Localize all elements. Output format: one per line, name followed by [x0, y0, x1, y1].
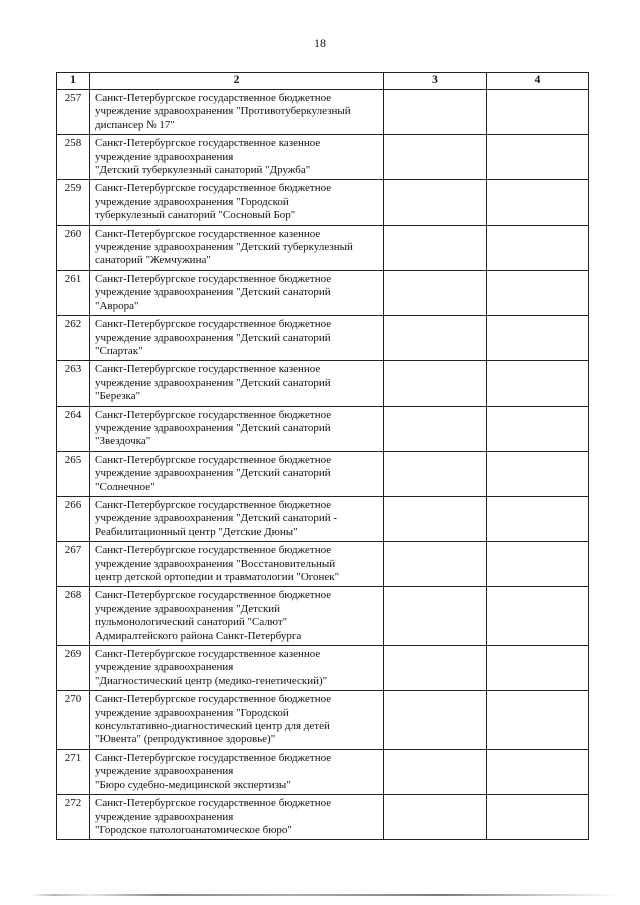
- institution-name-cell: [90, 451, 384, 496]
- row-number-cell: 258: [57, 135, 90, 180]
- institution-name-line: Санкт-Петербургское государственное бюджетное: [95, 318, 332, 331]
- institution-name-line: учреждение здравоохранения: [95, 661, 234, 674]
- institution-name-line: санаторий "Жемчужина": [95, 254, 211, 267]
- table-row: [57, 496, 589, 541]
- row-number-cell: 257: [57, 90, 90, 135]
- institution-name-line: учреждение здравоохранения "Восстановительный: [95, 557, 336, 570]
- institution-name-cell: [90, 361, 384, 406]
- row-number-cell: 267: [57, 542, 90, 587]
- row-number-cell: 266: [57, 496, 90, 541]
- table-row: [57, 406, 589, 451]
- institution-name-line: учреждение здравоохранения "Детский санаторий: [95, 421, 331, 434]
- column-4-cell: [487, 361, 589, 406]
- column-3-cell: [384, 795, 487, 840]
- institution-name-line: Санкт-Петербургское государственное казенное: [95, 363, 321, 376]
- table-row: [57, 90, 589, 135]
- institution-name-line: "Бюро судебно-медицинской экспертизы": [95, 778, 291, 791]
- column-3-cell: [384, 496, 487, 541]
- row-number-cell: 268: [57, 587, 90, 646]
- institution-name-line: "Детский туберкулезный санаторий "Дружба": [95, 164, 311, 177]
- table-row: [57, 225, 589, 270]
- table-row: [57, 180, 589, 225]
- institution-name-cell: [90, 316, 384, 361]
- institution-name-cell: [90, 270, 384, 315]
- table-body: [57, 90, 589, 840]
- header-col-3: 3: [384, 73, 487, 90]
- institution-name-line: учреждение здравоохранения "Детский санаторий: [95, 376, 331, 389]
- column-3-cell: [384, 90, 487, 135]
- institution-name-line: "Березка": [95, 390, 141, 403]
- column-4-cell: [487, 691, 589, 750]
- institution-name-cell: [90, 496, 384, 541]
- institution-name-line: учреждение здравоохранения: [95, 765, 234, 778]
- institution-name-line: учреждение здравоохранения: [95, 150, 234, 163]
- institution-name-line: учреждение здравоохранения "Детский туберкулезный: [95, 241, 353, 254]
- column-4-cell: [487, 749, 589, 794]
- column-3-cell: [384, 225, 487, 270]
- institution-name-cell: [90, 646, 384, 691]
- institution-name-line: туберкулезный санаторий "Сосновый Бор": [95, 209, 296, 222]
- column-3-cell: [384, 749, 487, 794]
- institution-name-cell: [90, 542, 384, 587]
- table-row: [57, 135, 589, 180]
- institution-name-line: учреждение здравоохранения "Детский санаторий: [95, 286, 331, 299]
- institution-name-line: Санкт-Петербургское государственное бюджетное: [95, 589, 332, 602]
- column-3-cell: [384, 542, 487, 587]
- institution-name-cell: [90, 587, 384, 646]
- column-3-cell: [384, 361, 487, 406]
- row-number-cell: 264: [57, 406, 90, 451]
- column-4-cell: [487, 587, 589, 646]
- institution-name-line: Санкт-Петербургское государственное бюджетное: [95, 498, 332, 511]
- row-number-cell: 269: [57, 646, 90, 691]
- column-3-cell: [384, 270, 487, 315]
- institution-name-line: Санкт-Петербургское государственное бюджетное: [95, 797, 332, 810]
- table-row: [57, 646, 589, 691]
- row-number-cell: 271: [57, 749, 90, 794]
- institution-name-line: "Спартак": [95, 344, 143, 357]
- table-row: [57, 691, 589, 750]
- column-3-cell: [384, 406, 487, 451]
- institution-name-line: Реабилитационный центр "Детские Дюны": [95, 525, 298, 538]
- institution-name-line: учреждение здравоохранения: [95, 810, 234, 823]
- column-4-cell: [487, 646, 589, 691]
- institution-name-cell: [90, 180, 384, 225]
- institution-name-line: учреждение здравоохранения "Противотуберкулезный: [95, 105, 351, 118]
- institution-name-line: учреждение здравоохранения "Городской: [95, 195, 289, 208]
- institution-name-line: Санкт-Петербургское государственное бюджетное: [95, 453, 332, 466]
- row-number-cell: 260: [57, 225, 90, 270]
- header-col-4: 4: [487, 73, 589, 90]
- column-3-cell: [384, 587, 487, 646]
- column-4-cell: [487, 225, 589, 270]
- column-4-cell: [487, 542, 589, 587]
- table-row: [57, 587, 589, 646]
- institution-name-line: Адмиралтейского района Санкт-Петербурга: [95, 629, 302, 642]
- institution-name-cell: [90, 795, 384, 840]
- column-3-cell: [384, 451, 487, 496]
- institution-name-line: "Ювента" (репродуктивное здоровье)": [95, 733, 276, 746]
- column-4-cell: [487, 90, 589, 135]
- column-4-cell: [487, 406, 589, 451]
- institution-name-cell: [90, 135, 384, 180]
- table-row: [57, 270, 589, 315]
- institution-name-line: Санкт-Петербургское государственное бюджетное: [95, 544, 332, 557]
- table-row: [57, 451, 589, 496]
- column-4-cell: [487, 795, 589, 840]
- row-number-cell: 263: [57, 361, 90, 406]
- row-number-cell: 272: [57, 795, 90, 840]
- table-row: [57, 749, 589, 794]
- institution-name-line: Санкт-Петербургское государственное бюджетное: [95, 693, 332, 706]
- institution-name-cell: [90, 90, 384, 135]
- table-row: [57, 316, 589, 361]
- row-number-cell: 270: [57, 691, 90, 750]
- column-3-cell: [384, 646, 487, 691]
- institution-name-line: "Солнечное": [95, 480, 155, 493]
- institution-name-line: Санкт-Петербургское государственное бюджетное: [95, 92, 332, 104]
- institution-name-line: Санкт-Петербургское государственное бюджетное: [95, 408, 332, 421]
- institution-name-line: "Диагностический центр (медико-генетический)": [95, 674, 328, 687]
- table-row: [57, 542, 589, 587]
- institution-name-line: Санкт-Петербургское государственное бюджетное: [95, 751, 332, 764]
- institution-name-cell: [90, 691, 384, 750]
- table-row: [57, 361, 589, 406]
- institution-name-line: Санкт-Петербургское государственное казенное: [95, 137, 321, 150]
- institution-name-cell: [90, 406, 384, 451]
- institution-name-line: учреждение здравоохранения "Детский: [95, 602, 281, 615]
- column-4-cell: [487, 496, 589, 541]
- row-number-cell: 262: [57, 316, 90, 361]
- column-3-cell: [384, 135, 487, 180]
- institution-name-line: учреждение здравоохранения "Детский санаторий: [95, 467, 331, 480]
- institution-name-line: Санкт-Петербургское государственное бюджетное: [95, 182, 332, 195]
- institution-name-cell: [90, 225, 384, 270]
- scan-edge-line: [30, 894, 620, 896]
- row-number-cell: 259: [57, 180, 90, 225]
- header-col-2: 2: [90, 73, 384, 90]
- institution-name-line: "Городское патологоанатомическое бюро": [95, 823, 292, 836]
- institution-name-cell: [90, 749, 384, 794]
- column-4-cell: [487, 135, 589, 180]
- institution-name-line: учреждение здравоохранения "Городской: [95, 706, 289, 719]
- institution-name-line: "Звездочка": [95, 435, 151, 448]
- institution-name-line: Санкт-Петербургское государственное бюджетное: [95, 272, 332, 285]
- institution-name-line: диспансер № 17": [95, 118, 175, 131]
- institution-name-line: Санкт-Петербургское государственное казенное: [95, 648, 321, 661]
- page-number: 18: [314, 36, 326, 50]
- institution-name-line: "Аврора": [95, 299, 139, 312]
- row-number-cell: 261: [57, 270, 90, 315]
- column-4-cell: [487, 316, 589, 361]
- institution-name-line: учреждение здравоохранения "Детский санаторий -: [95, 512, 338, 525]
- column-3-cell: [384, 180, 487, 225]
- column-4-cell: [487, 451, 589, 496]
- table-row: [57, 795, 589, 840]
- institution-name-line: учреждение здравоохранения "Детский санаторий: [95, 331, 331, 344]
- column-4-cell: [487, 270, 589, 315]
- column-3-cell: [384, 316, 487, 361]
- table-header-row: [57, 73, 589, 90]
- institution-name-line: пульмонологический санаторий "Салют": [95, 616, 288, 629]
- institution-name-line: консультативно-диагностический центр для детей: [95, 720, 330, 733]
- header-col-1: 1: [57, 73, 90, 90]
- institutions-table: [56, 72, 589, 840]
- institution-name-line: Санкт-Петербургское государственное казенное: [95, 227, 321, 240]
- institution-name-line: центр детской ортопедии и травматологии "Огонек": [95, 571, 340, 583]
- row-number-cell: 265: [57, 451, 90, 496]
- column-4-cell: [487, 180, 589, 225]
- column-3-cell: [384, 691, 487, 750]
